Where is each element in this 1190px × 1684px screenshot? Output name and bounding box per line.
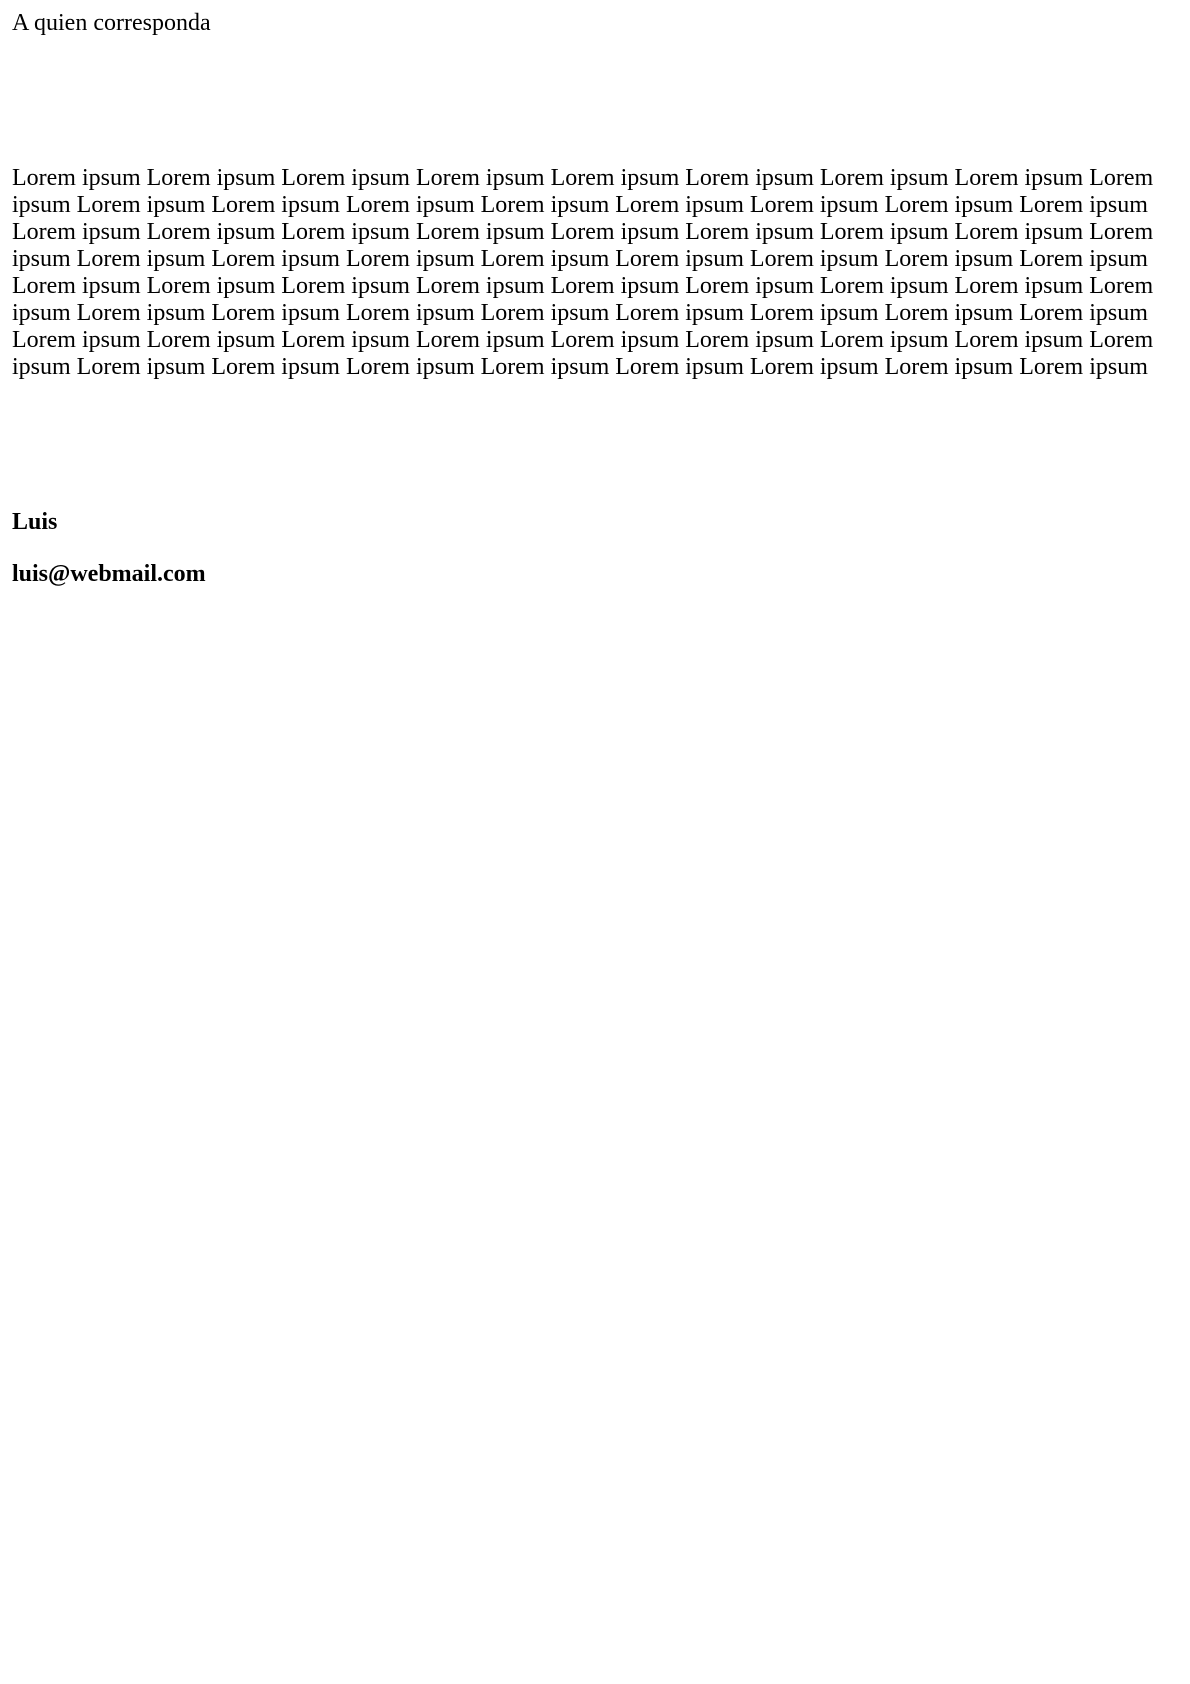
letter-greeting: A quien corresponda	[12, 10, 211, 36]
signature-name: Luis	[12, 509, 58, 535]
signature-email: luis@webmail.com	[12, 561, 206, 587]
letter-body: Lorem ipsum Lorem ipsum Lorem ipsum Lorem ipsum Lorem ipsum Lorem ipsum Lorem ipsum Lorem ipsum Lorem ipsum Lorem ipsum Lorem ipsum Lorem ipsum Lorem ipsum Lorem ipsum Lorem ipsum Lorem ipsum Lorem ipsum Lorem ipsum Lorem ipsum Lorem ipsum Lorem ipsum Lorem ipsum Lorem ipsum Lorem ipsum Lorem ipsum Lorem ipsum Lorem ipsum Lorem ipsum Lorem ipsum Lorem ipsum Lorem ipsum Lorem ipsum Lorem ipsum Lorem ipsum Lorem ipsum Lorem ipsum Lorem ipsum Lorem ipsum Lorem ipsum Lorem ipsum Lorem ipsum Lorem ipsum Lorem ipsum Lorem ipsum Lorem ipsum Lorem ipsum Lorem ipsum Lorem ipsum Lorem ipsum Lorem ipsum Lorem ipsum Lorem ipsum Lorem ipsum Lorem ipsum Lorem ipsum Lorem ipsum Lorem ipsum Lorem ipsum Lorem ipsum Lorem ipsum Lorem ipsum Lorem ipsum Lorem ipsum Lorem ipsum Lorem ipsum Lorem ipsum Lorem ipsum Lorem ipsum	[12, 165, 1154, 380]
